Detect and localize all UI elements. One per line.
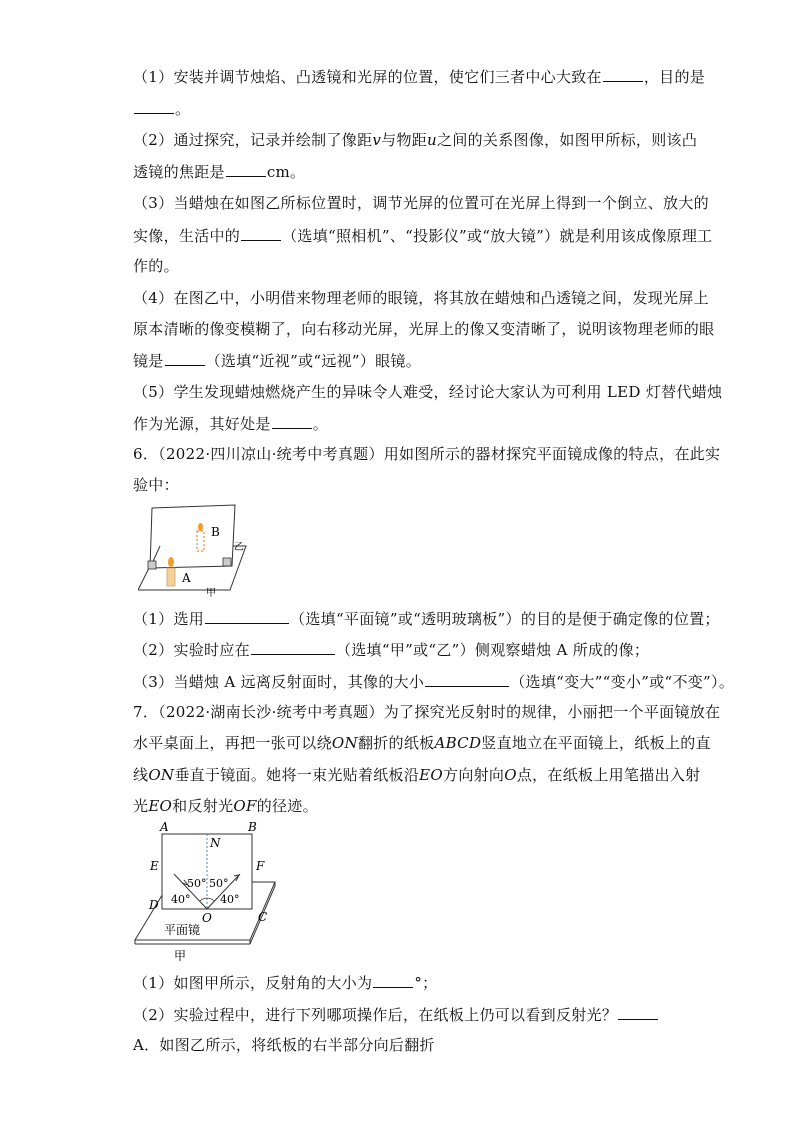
text: （5）学生发现蜡烛燃烧产生的异味令人难受，经讨论大家认为可利用 LED 灯替代蜡烛 (133, 383, 723, 401)
q5-part4-line2 (133, 319, 714, 339)
text: 。 (312, 415, 329, 433)
text: 6．（2022·四川凉山·统考中考真题）用如图所示的器材探究平面镜成像的特点，在此实 (133, 445, 721, 463)
var-on: ON (331, 734, 358, 752)
text: 作的。 (133, 257, 179, 275)
text: 光 (133, 797, 149, 815)
angle-50-left: 50° (187, 877, 207, 890)
var-eo: EO (419, 766, 444, 784)
q7-stem-line3 (133, 765, 700, 785)
label-b: B (248, 820, 257, 834)
q6-part1 (133, 608, 720, 629)
label-o: O (202, 911, 212, 925)
text: （4）在图乙中，小明借来物理老师的眼镜，将其放在蜡烛和凸透镜之间，发现光屏上 (133, 289, 709, 307)
label-c: C (258, 910, 268, 924)
text: 。 (175, 100, 191, 118)
candle-a (167, 568, 175, 586)
q5-part1-line1 (133, 66, 705, 87)
text: 点，在纸板上用笔描出入射 (516, 766, 701, 784)
text: （3）当蜡烛在如图乙所标位置时，调节光屏的位置可在光屏上得到一个倒立、放大的 (133, 194, 709, 212)
q5-part2-line1 (133, 130, 697, 150)
text: （选填“照相机”、“投影仪”或“放大镜”）就是利用该成像原理工 (282, 227, 713, 245)
text: （1）安装并调节烛焰、凸透镜和光屏的位置，使它们三者中心大致在 (133, 68, 602, 86)
label-jia: 甲 (206, 588, 216, 598)
q6-stem-line2 (133, 475, 179, 495)
text: （3）当蜡烛 A 远离反射面时，其像的大小 (133, 673, 425, 691)
text: 的径迹。 (256, 797, 318, 815)
q5-part4-line3 (133, 350, 421, 371)
flame-a-icon (168, 557, 174, 567)
text: °； (414, 974, 438, 992)
answer-blank[interactable] (205, 608, 289, 624)
var-on: ON (148, 766, 175, 784)
figure-caption: 甲 (174, 949, 187, 963)
text: 实像，生活中的 (133, 227, 241, 245)
q5-part2-line2 (133, 161, 305, 182)
text: （选填“平面镜”或“透明玻璃板”）的目的是便于确定像的位置； (290, 610, 720, 628)
label-mirror: 平面镜 (164, 923, 201, 937)
text: ，目的是 (643, 68, 706, 86)
answer-blank[interactable] (165, 350, 205, 366)
text: 竖直地立在平面镜上，纸板上的直 (481, 734, 711, 752)
label-yi: 乙 (234, 542, 244, 553)
flame-b-icon (198, 523, 203, 531)
light-reflection-figure (130, 820, 280, 968)
label-a: A (160, 820, 169, 834)
q5-part5-line1 (133, 382, 722, 402)
q7-stem-line1 (133, 702, 720, 722)
var-of: OF (233, 797, 257, 815)
q5-part4-line1 (133, 288, 709, 308)
text: 原本清晰的像变模糊了，向右移动光屏，光屏上的像又变清晰了，说明该物理老师的眼 (133, 320, 715, 338)
text: （2）通过探究，记录并绘制了像距 (133, 131, 373, 149)
text: （选填“甲”或“乙”）侧观察蜡烛 A 所成的像； (335, 641, 650, 659)
text: A．如图乙所示，将纸板的右半部分向后翻折 (133, 1036, 435, 1054)
angle-40-left: 40° (171, 893, 191, 906)
answer-blank[interactable] (241, 225, 281, 241)
q6-part2 (133, 639, 649, 660)
text: （2）实验过程中，进行下列哪项操作后，在纸板上仍可以看到反射光？ (133, 1006, 618, 1024)
text: 之间的关系图像，如图甲所标，则该凸 (437, 131, 698, 149)
text: 翻折的纸板 (357, 734, 435, 752)
text: 和反射光 (172, 797, 234, 815)
text: 水平桌面上，再把一张可以绕 (133, 734, 332, 752)
var-abcd: ABCD (434, 734, 482, 752)
answer-blank[interactable] (226, 161, 266, 177)
text: （1）如图甲所示，反射角的大小为 (133, 974, 373, 992)
angle-50-right: 50° (209, 877, 229, 890)
q5-part3-line2 (133, 225, 712, 246)
q6-stem-line1 (133, 444, 720, 464)
label-e: E (150, 859, 159, 873)
text: 验中： (133, 476, 179, 494)
q7-part2 (133, 1004, 659, 1025)
q7-stem-line4 (133, 796, 318, 816)
var-o: O (504, 766, 517, 784)
text: （2）实验时应在 (133, 641, 250, 659)
answer-blank[interactable] (618, 1004, 658, 1020)
label-n: N (210, 836, 221, 850)
text: 与物距 (381, 131, 428, 149)
q5-part5-line2 (133, 413, 328, 434)
q5-part3-line3 (133, 256, 179, 276)
q7-part1 (133, 972, 437, 993)
text: （1）选用 (133, 610, 205, 628)
var-eo: EO (148, 797, 173, 815)
q5-part3-line1 (133, 193, 709, 213)
q6-part3 (133, 671, 734, 692)
text: 方向射向 (443, 766, 505, 784)
plane-mirror-figure (138, 498, 258, 598)
text: 镜是 (133, 352, 164, 370)
var-u: u (427, 131, 438, 149)
glass-plate (150, 505, 235, 568)
answer-blank[interactable] (425, 671, 509, 687)
q7-stem-line2 (133, 733, 711, 753)
q5-part1-line2 (133, 98, 190, 119)
text: 垂直于镜面。她将一束光贴着纸板沿 (174, 766, 420, 784)
text: （选填“变大”“变小”或“不变”）。 (510, 673, 735, 691)
text: 作为光源，其好处是 (133, 415, 271, 433)
label-b: B (211, 525, 220, 539)
answer-blank[interactable] (272, 413, 312, 429)
answer-blank[interactable] (251, 639, 335, 655)
label-a: A (182, 571, 191, 585)
text: （选填“近视”或“远视”）眼镜。 (205, 352, 422, 370)
text: 7．（2022·湖南长沙·统考中考真题）为了探究光反射时的规律，小丽把一个平面镜放在 (133, 703, 721, 721)
var-v: v (372, 131, 382, 149)
answer-blank[interactable] (373, 972, 413, 988)
q7-option-a (133, 1035, 435, 1055)
support-block-left (148, 561, 156, 569)
label-d: D (149, 898, 159, 912)
label-f: F (256, 859, 265, 873)
angle-40-right: 40° (220, 893, 240, 906)
support-block-right (223, 558, 231, 566)
answer-blank[interactable] (134, 98, 174, 114)
text: 线 (133, 766, 149, 784)
text: cm。 (266, 163, 306, 181)
answer-blank[interactable] (603, 66, 643, 82)
text: 透镜的焦距是 (133, 163, 225, 181)
